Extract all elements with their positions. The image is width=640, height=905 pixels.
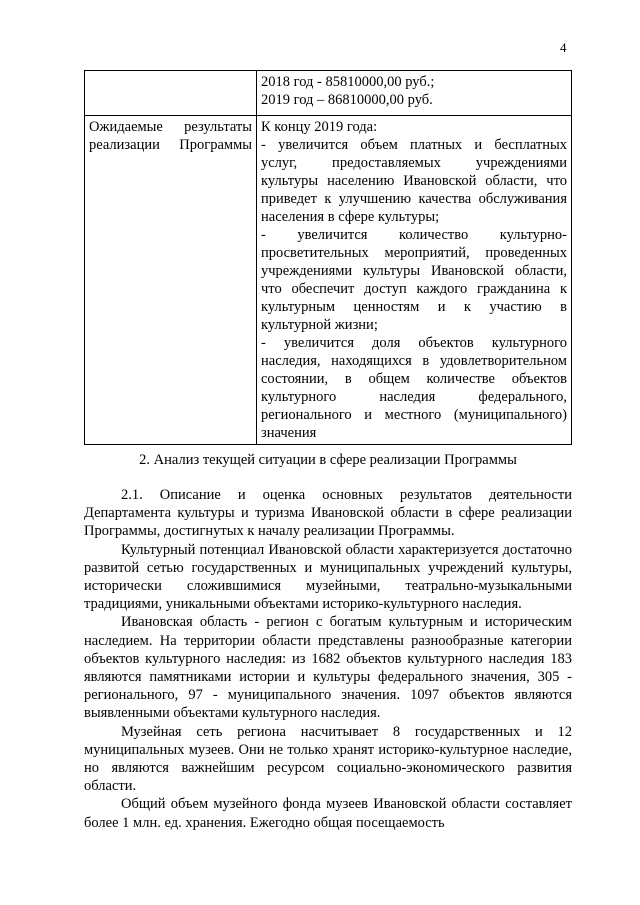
results-line: культурного наследия федерального, xyxy=(261,389,567,405)
results-line: населения в сфере культуры; xyxy=(261,209,440,225)
program-passport-table xyxy=(84,70,572,445)
body-text xyxy=(84,486,572,832)
results-line: просветительных мероприятий, проведенных xyxy=(261,245,567,261)
row-value xyxy=(257,71,572,116)
results-line: состоянии, в общем количестве объектов xyxy=(261,371,567,387)
paragraph: Культурный потенциал Ивановской области характеризуется достаточно развитой сетью государственных и муниципальных учреждений культуры, исторически сложившимися музейными, театрально-музыкальными традициями, уникальными объектами историко-культурного наследия. xyxy=(84,541,572,613)
results-line: культуры населению Ивановской области, что xyxy=(261,173,567,189)
results-line: что обеспечит доступ каждого гражданина к xyxy=(261,281,567,297)
paragraph: Общий объем музейного фонда музеев Ивановской области составляет более 1 млн. ед. хранения. Ежегодно общая посещаемость xyxy=(84,796,572,831)
table-row xyxy=(85,71,572,116)
results-line: - увеличится доля объектов культурного xyxy=(261,335,567,351)
results-line: услуг, предоставляемых учреждениями xyxy=(261,155,567,171)
row-label xyxy=(85,71,257,116)
results-line: регионального и местного (муниципального) xyxy=(261,407,567,423)
results-line: культурным ценностям и к участию в xyxy=(261,299,567,315)
paragraph: 2.1. Описание и оценка основных результатов деятельности Департамента культуры и туризма Ивановской области в сфере реализации Программы, достигнутых к началу реализации Программы. xyxy=(84,487,572,540)
results-line: - увеличится количество культурно- xyxy=(261,227,567,243)
paragraph: Ивановская область - регион с богатым культурным и историческим наследием. На территории области представлены разнообразные категории объектов культурного наследия: из 1682 объектов культурного наследия 183 являются памятниками истории и культуры федерального значения, 305 - регионального, 97 - муниципального значения. 1097 объектов являются выявленными объектами культурного наследия. xyxy=(84,614,572,722)
results-line: приведет к улучшению качества обслуживания xyxy=(261,191,567,207)
funding-line: 2019 год – 86810000,00 руб. xyxy=(261,92,433,108)
results-line: К концу 2019 года: xyxy=(261,119,378,135)
paragraph: Музейная сеть региона насчитывает 8 государственных и 12 муниципальных музеев. Они не только хранят историко-культурное наследие, но являются важнейшим ресурсом социально-экономического развития области. xyxy=(84,723,572,795)
page-number: 4 xyxy=(560,40,567,55)
row-label: Ожидаемые результаты реализации Программы xyxy=(85,116,257,445)
results-line: наследия, находящихся в удовлетворительном xyxy=(261,353,567,369)
results-line: культурной жизни; xyxy=(261,317,378,333)
table-row xyxy=(85,116,572,445)
results-line: значения xyxy=(261,425,317,441)
results-line: учреждениями культуры Ивановской области, xyxy=(261,263,567,279)
results-line: - увеличится объем платных и бесплатных xyxy=(261,137,567,153)
section-heading: 2. Анализ текущей ситуации в сфере реализации Программы xyxy=(139,452,517,468)
funding-line: 2018 год - 85810000,00 руб.; xyxy=(261,74,435,90)
row-value xyxy=(257,116,572,445)
